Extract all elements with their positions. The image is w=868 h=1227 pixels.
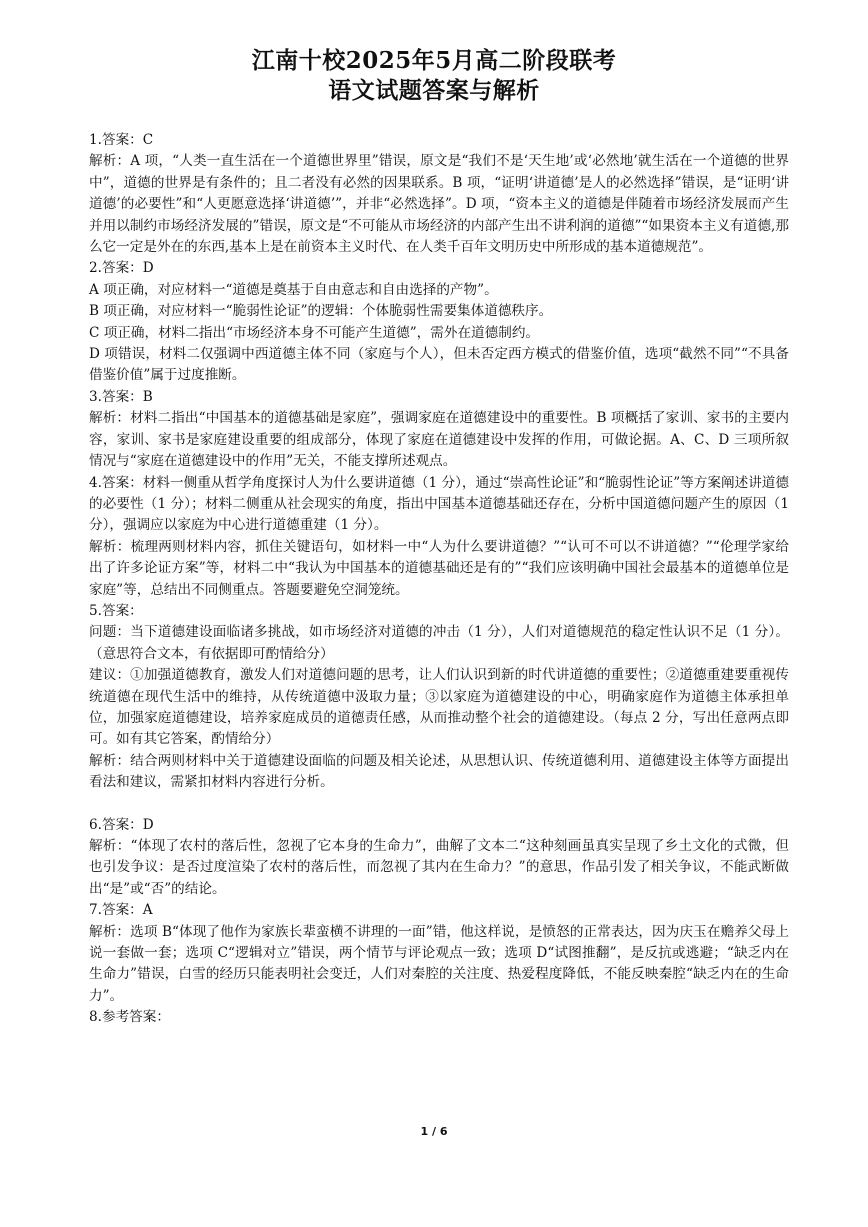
answer-heading-2: 2.答案：D (89, 260, 154, 277)
answer-heading-1: 1.答案：C (89, 132, 154, 148)
paragraph: B 项正确，对应材料一“脆弱性论证”的逻辑：个体脆弱性需要集体道德秩序。 (89, 303, 553, 320)
document-title: 江南十校2025年5月高二阶段联考 (251, 47, 617, 74)
paragraph: 问题：当下道德建设面临诸多挑战，如市场经济对道德的冲击（1 分），人们对道德规范的稳定性认识不足（1 分）。（意思符合文本，有依据即可酌情给分） (89, 624, 789, 662)
document-subtitle: 语文试题答案与解析 (328, 77, 540, 104)
paragraph: 解析：材料二指出“中国基本的道德基础是家庭”，强调家庭在道德建设中的重要性。B 项概括了家训、家书的主要内容，家训、家书是家庭建设重要的组成部分，体现了家庭在道德建设中发挥的作用，可做论据。A、C、D 三项所叙情况与“家庭在道德建设中的作用”无关，不能支撑所述观点。 (89, 410, 789, 470)
answer-content (89, 130, 789, 1029)
answer-heading-3: 3.答案：B (89, 388, 153, 405)
answer-heading-6: 6.答案：D (89, 816, 154, 833)
paragraph: 解析：A 项，“人类一直生活在一个道德世界里”错误，原文是“我们不是‘天生地’或‘必然地’就生活在一个道德的世界中”，道德的世界是有条件的；且二者没有必然的因果联系。B 项，“证明‘讲道德’是人的必然选择”错误，是“证明‘讲道德’的必要性”和“人更愿意选择‘讲道德’”，并非“必然选择”。D 项，“资本主义的道德是伴随着市场经济发展而产生并用以制约市场经济发展的”错误，原文是“不可能从市场经济的内部产生出不讲利润的道德”“如果资本主义有道德,那么它一定是外在的东西,基本上是在前资本主义时代、在人类千百年文明历史中所形成的基本道德规范”。 (89, 153, 789, 256)
paragraph: 解析：选项 B“体现了他作为家族长辈蛮横不讲理的一面”错，他这样说，是愤怒的正常表达，因为庆玉在赡养父母上说一套做一套；选项 C“逻辑对立”错误，两个情节与评论观点一致；选项 D“试图推翻”，是反抗或逃避；“缺乏内在生命力”错误，白雪的经历只能表明社会变迁，人们对秦腔的关注度、热爱程度降低，不能反映秦腔“缺乏内在的生命力”。 (89, 923, 789, 1004)
answer-heading-4: 4.答案：材料一侧重从哲学角度探讨人为什么要讲道德（1 分），通过“崇高性论证”和“脆弱性论证”等方案阐述讲道德的必要性（1 分）；材料二侧重从社会现实的角度，指出中国基本道德基础还存在，分析中国道德问题产生的原因（1 分），强调应以家庭为中心进行道德重建（1 分）。 (89, 474, 789, 534)
paragraph: C 项正确，材料二指出“市场经济本身不可能产生道德”，需外在道德制约。 (89, 324, 540, 341)
paragraph: 解析：“体现了农村的落后性，忽视了它本身的生命力”，曲解了文本二“这种刻画虽真实呈现了乡土文化的式微，但也引发争议：是否过度渲染了农村的落后性，而忽视了其内在生命力？”的意思，作品引发了相关争议，不能武断做出“是”或“否”的结论。 (89, 838, 789, 897)
page-number: 1 / 6 (420, 1125, 448, 1138)
paragraph: 建议：①加强道德教育，激发人们对道德问题的思考，让人们认识到新的时代讲道德的重要性；②道德重建要重视传统道德在现代生活中的维持，从传统道德中汲取力量；③以家庭为道德建设的中心，明确家庭作为道德主体承担单位，加强家庭道德建设，培养家庭成员的道德责任感，从而推动整个社会的道德建设。（每点 2 分，写出任意两点即可。如有其它答案，酌情给分） (89, 667, 789, 748)
paragraph: 解析：梳理两则材料内容，抓住关键语句，如材料一中“人为什么要讲道德？”“认可不可以不讲道德？”“伦理学家给出了许多论证方案”等，材料二中“我认为中国基本的道德基础还是有的”“我们应该明确中国社会最基本的道德单位是家庭”等，总结出不同侧重点。答题要避免空洞笼统。 (89, 538, 789, 598)
spacer (89, 794, 789, 815)
answer-heading-7: 7.答案：A (89, 902, 153, 919)
answer-heading-8: 8.参考答案： (89, 1009, 170, 1026)
paragraph: D 项错误，材料二仅强调中西道德主体不同（家庭与个人），但未否定西方模式的借鉴价值，选项“截然不同”“不具备借鉴价值”属于过度推断。 (89, 346, 789, 384)
paragraph: A 项正确，对应材料一“道德是奠基于自由意志和自由选择的产物”。 (89, 281, 498, 298)
answer-heading-5: 5.答案： (89, 602, 143, 619)
paragraph: 解析：结合两则材料中关于道德建设面临的问题及相关论述，从思想认识、传统道德利用、道德建设主体等方面提出看法和建议，需紧扣材料内容进行分析。 (89, 752, 789, 791)
